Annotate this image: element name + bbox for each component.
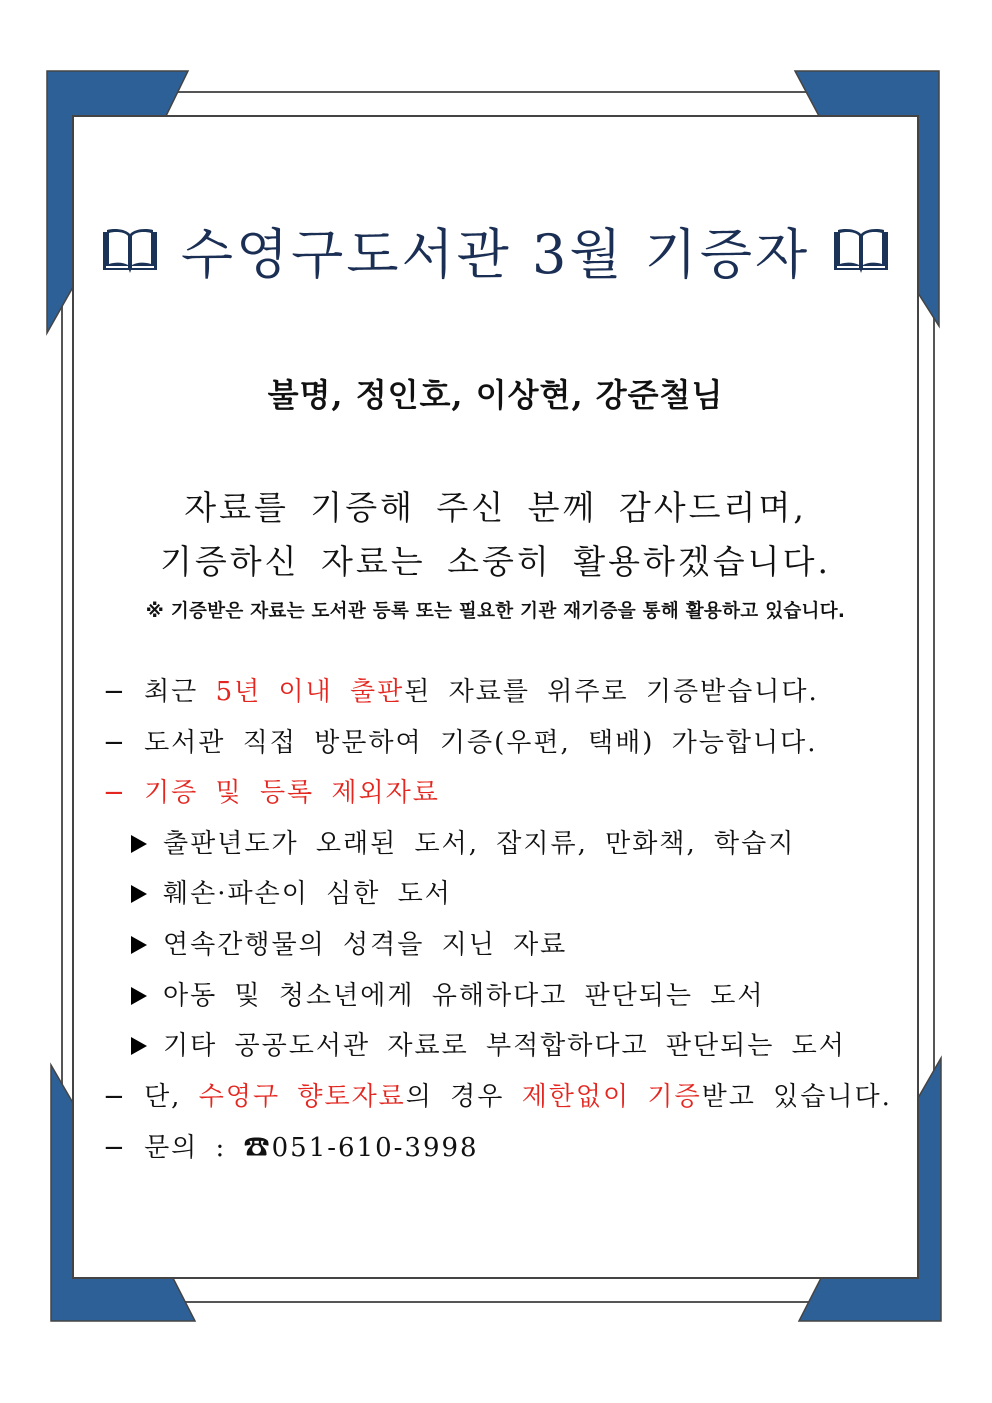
excluded-item [131, 1025, 846, 1062]
triangle-bullet-icon [131, 835, 147, 853]
highlight-text: 기증 및 등록 제외자료 [144, 778, 440, 808]
item-text: 출판년도가 오래된 도서, 잡지류, 만화책, 학습지 [163, 829, 796, 859]
dash-bullet: − [103, 778, 127, 808]
phone-icon: ☎ [243, 1133, 272, 1163]
item-text: 의 경우 [405, 1082, 522, 1112]
open-book-icon [101, 228, 159, 274]
list-item-excluded [103, 772, 440, 809]
highlight-text: 제한없이 기증 [521, 1082, 702, 1112]
excluded-item [131, 975, 765, 1012]
open-book-icon [832, 228, 890, 274]
item-text: 연속간행물의 성격을 지닌 자료 [163, 930, 568, 960]
thanks-line-2: 기증하신 자료는 소중히 활용하겠습니다. [160, 542, 831, 581]
dash-bullet: − [103, 677, 127, 707]
item-text: 도서관 직접 방문하여 기증(우편, 택배) 가능합니다. [144, 728, 818, 758]
thanks-line-1: 자료를 기증해 주신 분께 감사드리며, [184, 488, 807, 527]
triangle-bullet-icon [131, 885, 147, 903]
triangle-bullet-icon [131, 987, 147, 1005]
triangle-bullet-icon [131, 1037, 147, 1055]
item-text: 최근 [144, 677, 216, 707]
usage-note: ※ 기증받은 자료는 도서관 등록 또는 필요한 기관 재기증을 통해 활용하고 있습니다. [145, 601, 846, 622]
page-title-row [73, 212, 918, 289]
dash-bullet: − [103, 1082, 127, 1112]
excluded-item [131, 823, 795, 860]
page-title: 수영구도서관 3월 기증자 [180, 223, 811, 286]
list-item-visit [103, 722, 818, 759]
donor-names: 불명, 정인호, 이상현, 강준철님 [267, 376, 724, 414]
list-item-contact [103, 1127, 479, 1164]
list-item-local-materials [103, 1076, 892, 1113]
highlight-text: 5년 이내 출판 [215, 677, 405, 707]
item-text: 훼손·파손이 심한 도서 [163, 879, 452, 909]
excluded-item [131, 873, 452, 910]
triangle-bullet-icon [131, 936, 147, 954]
list-item-recent-publications [103, 671, 819, 708]
excluded-item [131, 924, 567, 961]
item-text: 된 자료를 위주로 기증받습니다. [404, 677, 819, 707]
item-text: 아동 및 청소년에게 유해하다고 판단되는 도서 [163, 981, 765, 1011]
dash-bullet: − [103, 1133, 127, 1163]
item-text: 받고 있습니다. [701, 1082, 892, 1112]
contact-label: 문의 : [144, 1133, 244, 1163]
item-text: 기타 공공도서관 자료로 부적합하다고 판단되는 도서 [163, 1031, 846, 1061]
highlight-text: 수영구 향토자료 [198, 1082, 406, 1112]
item-text: 단, [144, 1082, 199, 1112]
phone-number: 051-610-3998 [271, 1133, 479, 1163]
dash-bullet: − [103, 728, 127, 758]
